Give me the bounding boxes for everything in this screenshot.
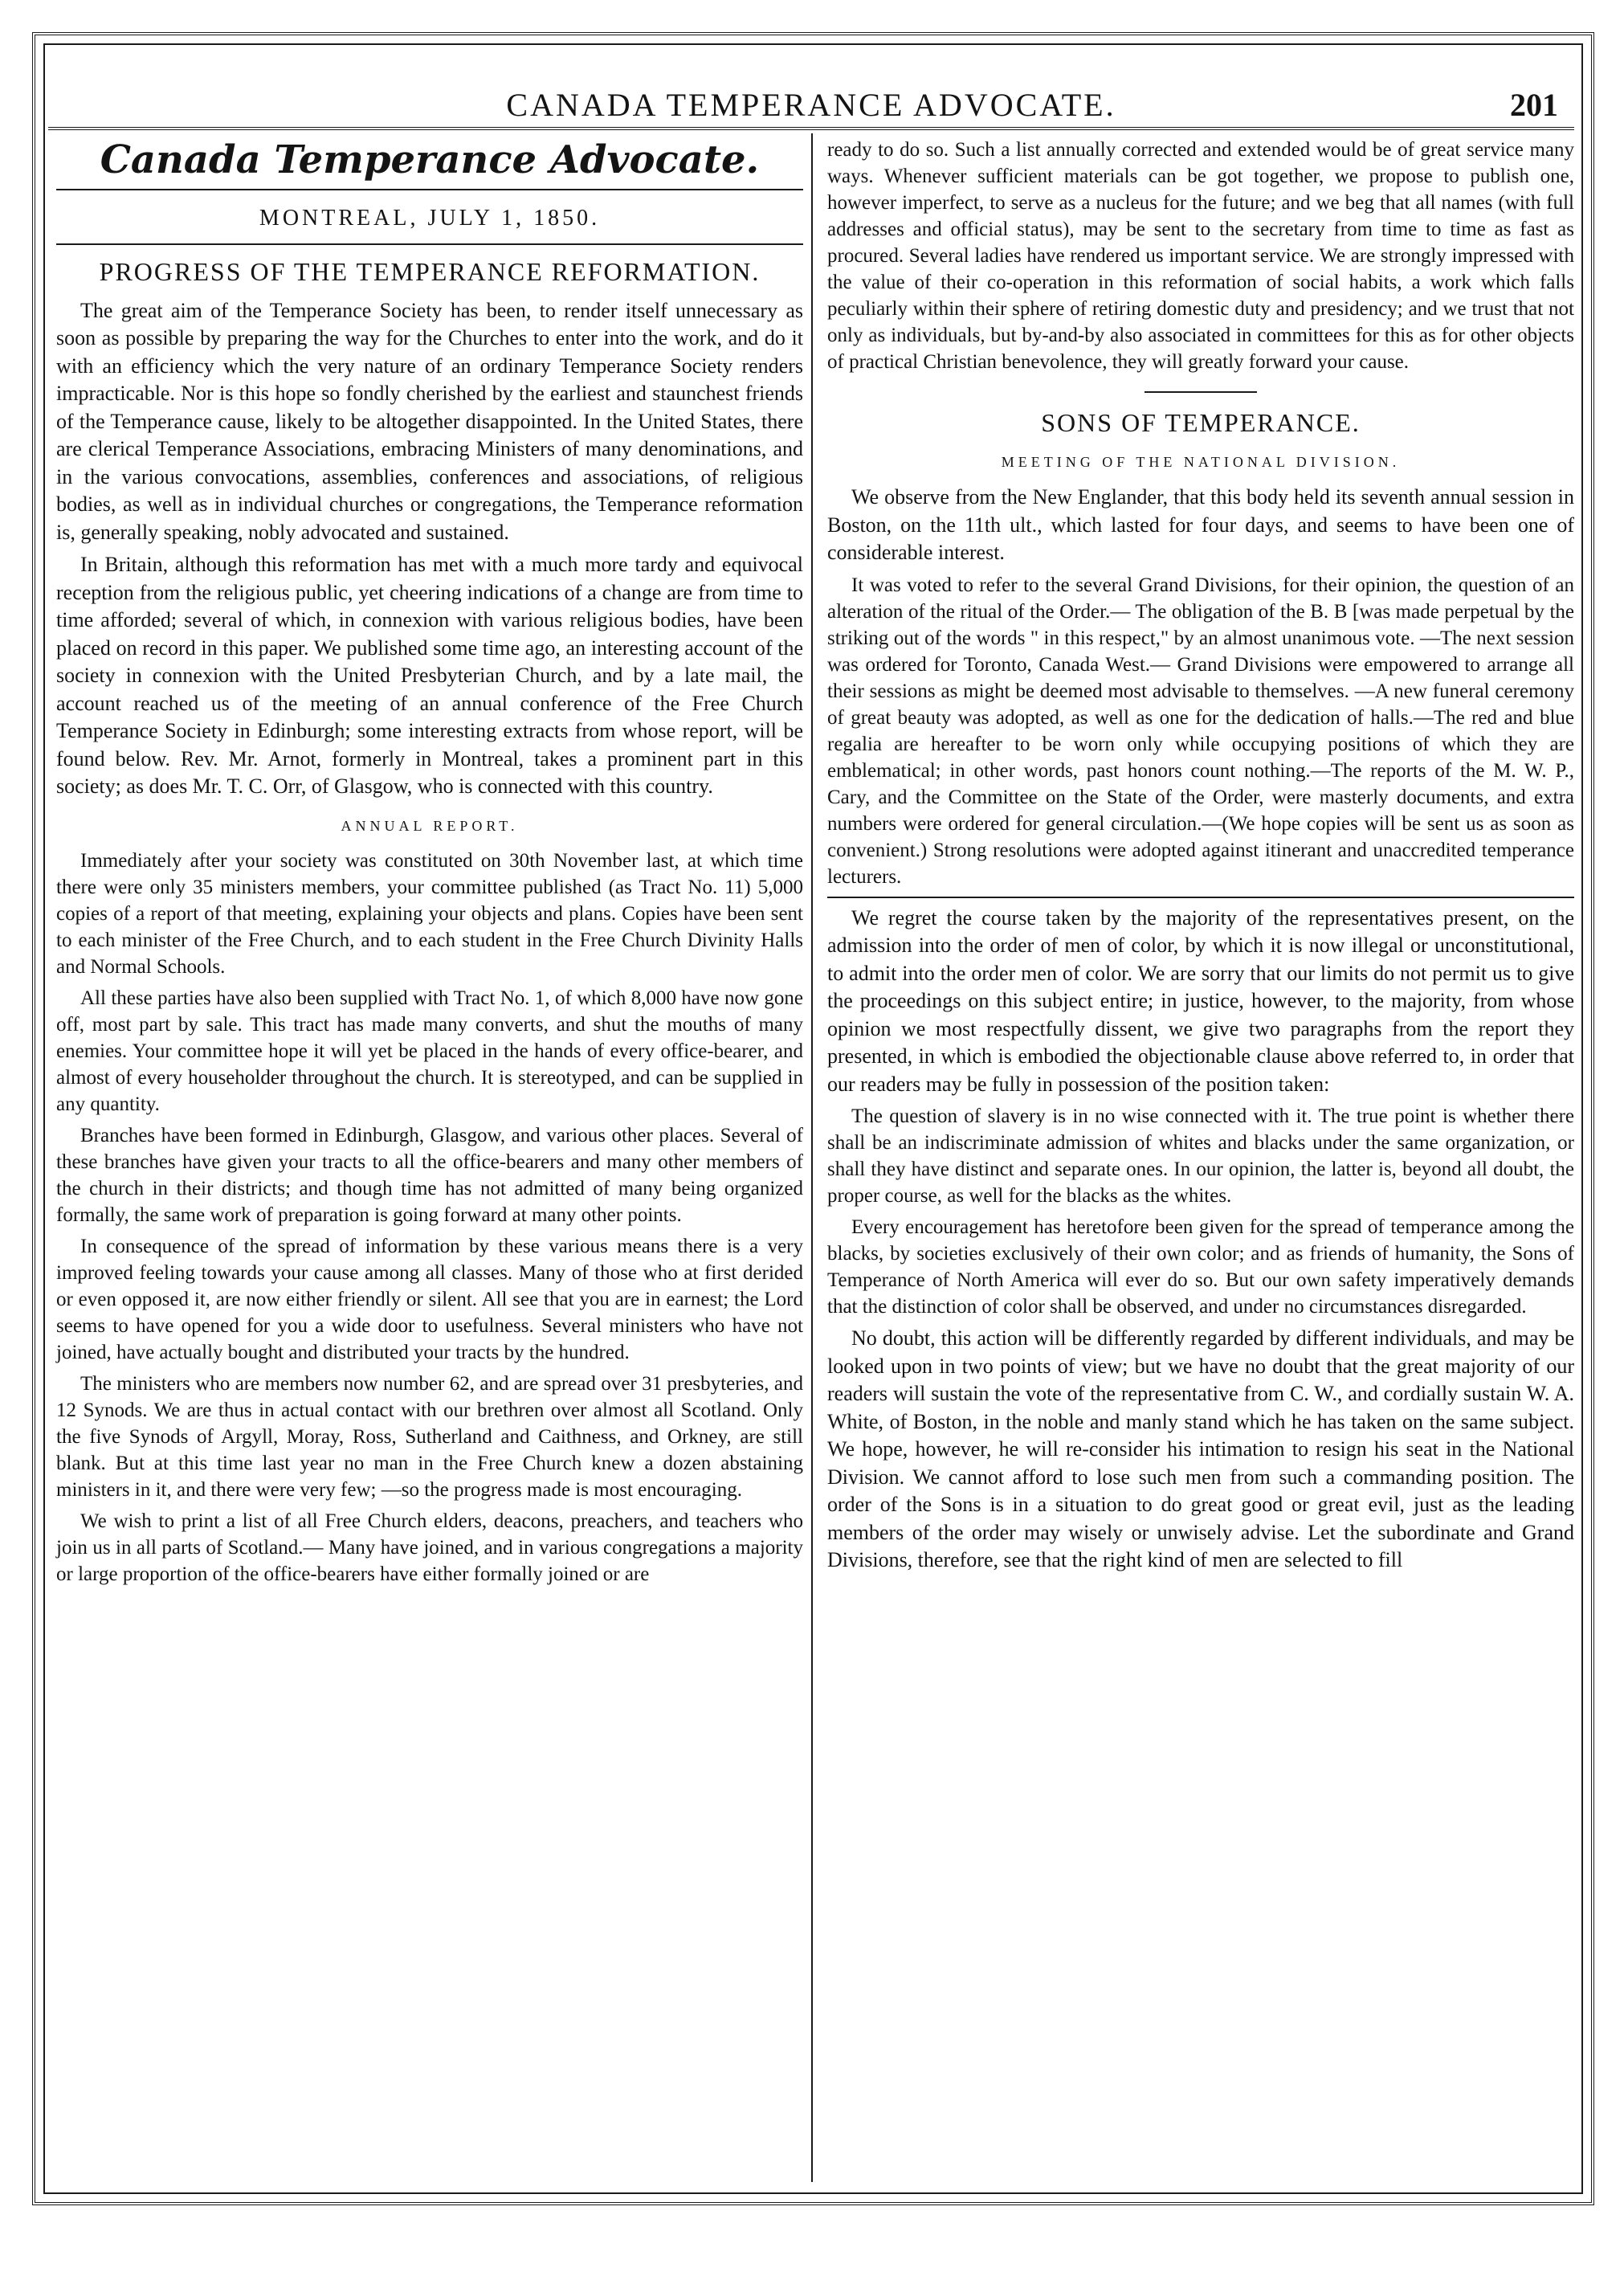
section-paragraph: No doubt, this action will be differently regarded by different individuals, and may be looked upon in two points of view; but we have no doubt that the great majority of our readers will sustain the vote of the representative from C. W., and cordially sustain W. A. White, of Boston, in the noble and manly stand which he has taken on the same subject. We hope, however, he will re-consider his intimation to resign his seat in the National Division. We cannot afford to lose such men from such a commanding position. The order of the Sons is in a situation to do great good or great evil, just as the leading members of the order may wisely or unwisely advise. Let the subordinate and Grand Divisions, therefore, see that the right kind of men are selected to fill xyxy=(827,1326,1574,1571)
column-divider xyxy=(811,133,813,2182)
section-paragraph: We regret the course taken by the majority of the representatives present, on the admission into the order of men of color, by which it is now illegal or unconstitutional, to admit into the order men of color. We are sorry that our limits do not permit us to give the proceedings on this subject entire; in justice, however, to the majority, from whose opinion we most respectfully dissent, we give two paragraphs from the report they presented, in which is embodied the objectionable clause above referred to, in order that our readers may be fully in possession of the position taken: xyxy=(827,905,1574,1096)
article-paragraph: The great aim of the Temperance Society has been, to render itself unnecessary as soon as possible by preparing the way for the Churches to enter into the work, and do it with an efficiency which the very nature of an ordinary Temperance Society renders impracticable. Nor is this hope so fondly cherished by the earliest and staunchest friends of the Temperance cause, likely to be altogether disappointed. In the United States, there are clerical Temperance Associations, embracing Ministers of many denominations, and in the various convocations, assemblies, conferences and associations, of religious bodies, as well as in individual churches or congregations, the Temperance reformation is, generally speaking, nobly advocated and sustained. xyxy=(56,298,803,544)
masthead-rule xyxy=(56,189,803,190)
report-paragraph: All these parties have also been supplied with Tract No. 1, of which 8,000 have now gone off, most part by sale. This tract has made many converts, and shut the mouths of many enemies. Your committee hope it will yet be placed in the hands of every office-bearer, and almost of every householder throughout the church. It is stereotyped, and can be supplied in any quantity. xyxy=(56,987,803,1115)
right-column xyxy=(827,137,1574,1579)
article-paragraph: In Britain, although this reformation has met with a much more tardy and equivocal reception from the religious public, yet cheering indications of a change are from time to time afforded; several of which, in connexion with various religious bodies, have been placed on record in this paper. We published some time ago, an interesting account of the society in connexion with the United Presbyterian Church, and by a late mail, the account reached us of the meeting of an annual conference of the Free Church Temperance Society in Edinburgh; some interesting extracts from whose report, will be found below. Rev. Mr. Arnot, formerly in Montreal, takes a prominent part in this society; as does Mr. T. C. Orr, of Glasgow, who is connected with this country. xyxy=(56,553,803,798)
quoted-paragraph: The question of slavery is in no wise connected with it. The true point is whether there shall be an indiscriminate admission of whites and blacks under the same organization, or shall they have distinct and separate ones. In our opinion, the latter is, beyond all doubt, the proper course, as well for the blacks as the whites. xyxy=(827,1105,1574,1207)
section-title: SONS OF TEMPERANCE. xyxy=(1041,408,1361,437)
left-column xyxy=(56,137,803,1592)
dateline: MONTREAL, JULY 1, 1850. xyxy=(259,205,601,231)
section-paragraph: We observe from the New Englander, that this body held its seventh annual session in Boston, on the 11th ult., which lasted for four days, and seems to have been one of considerable interest. xyxy=(827,485,1574,564)
report-subheading: ANNUAL REPORT. xyxy=(341,817,519,834)
report-paragraph: In consequence of the spread of information by these various means there is a very improved feeling towards your cause among all classes. Many of those who at first derided or even opposed it, are now either friendly or silent. All see that you are in earnest; the Lord seems to have opened for you a wide door to usefulness. Several ministers who have not joined, have actually bought and distributed your tracts by the hundred. xyxy=(56,1236,803,1363)
page-number: 201 xyxy=(1510,87,1558,123)
dateline-rule xyxy=(56,243,803,245)
report-paragraph: The ministers who are members now number 62, and are spread over 31 presbyteries, and 12 Synods. We are thus in actual contact with our brethren over almost all Scotland. Only the five Synods of Argyll, Moray, Ross, Sutherland and Caithness, and Orkney, are still blank. But at this time last year no man in the Free Church knew a dozen abstaining ministers in it, and there were very few; —so the progress made is most encouraging. xyxy=(56,1373,803,1501)
section-subtitle: MEETING OF THE NATIONAL DIVISION. xyxy=(1001,453,1401,470)
continuation-paragraph: ready to do so. Such a list annually corrected and extended would be of great service many ways. Whenever sufficient materials can be got together, we propose to publish one, however imperfect, to serve as a nucleus for the future; and we beg that all names (with full addresses and official status), may be sent to the secretary from time to time as fast as procured. Several ladies have rendered us important service. We are strongly impressed with the value of their co-operation in this reformation of social habits, a work which falls peculiarly within their sphere of retiring domestic duty and presidency; and we trust that not only as individuals, but by-and-by also associated in committees for this as for other objects of practical Christian benevolence, they will greatly forward your cause. xyxy=(827,139,1574,373)
report-paragraph: We wish to print a list of all Free Church elders, deacons, preachers, and teachers who join us in all parts of Scotland.— Many have joined, and in various congregations a majority or large proportion of the office-bearers have either formally joined or are xyxy=(56,1510,803,1585)
section-paragraph: It was voted to refer to the several Grand Divisions, for their opinion, the question of an alteration of the ritual of the Order.— The obligation of the B. B [was made perpetual by the striking out of the words " in this respect," by an almost unanimous vote. —The next session was ordered for Toronto, Canada West.— Grand Divisions were empowered to arrange all their sessions as might be deemed most advisable to themselves. —A new funeral ceremony of great beauty was adopted, as well as one for the dedication of halls.—The red and blue regalia are hereafter to be worn only while occupying positions of which they are emblematical; in other words, past honors count nothing.—The reports of the M. W. P., Cary, and the Committee on the State of the Order, were masterly documents, and extra numbers were ordered for general circulation.—(We hope copies will be sent us as soon as convenient.) Strong resolutions were adopted against itinerant and unaccredited temperance lecturers. xyxy=(827,574,1574,888)
report-paragraph: Immediately after your society was constituted on 30th November last, at which time there were only 35 ministers members, your committee published (as Tract No. 11) 5,000 copies of a report of that meeting, explaining your objects and plans. Copies have been sent to each minister of the Free Church, and to each student in the Free Church Divinity Halls and Normal Schools. xyxy=(56,850,803,978)
paragraph-rule xyxy=(827,897,1574,898)
continuation-body xyxy=(827,137,1574,375)
votes-body xyxy=(827,572,1574,890)
report-paragraph: Branches have been formed in Edinburgh, Glasgow, and various other places. Several of these branches have given your tracts to all the office-bearers and many other members of the church in their districts; and though time has not admitted of many being organized formally, the same work of preparation is going forward at many other points. xyxy=(56,1125,803,1226)
quoted-report xyxy=(827,1103,1574,1320)
quoted-paragraph: Every encouragement has heretofore been given for the spread of temperance among the blacks, by societies exclusively of their own color; and as friends of humanity, the Sons of Temperance of North America will ever do so. But our own safety imperatively demands that the distinction of color shall be observed, and under no circumstances disregarded. xyxy=(827,1216,1574,1318)
header-rule xyxy=(48,127,1574,130)
running-title: CANADA TEMPERANCE ADVOCATE. xyxy=(506,87,1116,123)
section-separator xyxy=(1145,391,1257,393)
masthead-title: Canada Temperance Advocate. xyxy=(100,137,760,182)
article-title: PROGRESS OF THE TEMPERANCE REFORMATION. xyxy=(99,257,761,286)
report-body xyxy=(56,848,803,1587)
running-header xyxy=(48,76,1574,125)
